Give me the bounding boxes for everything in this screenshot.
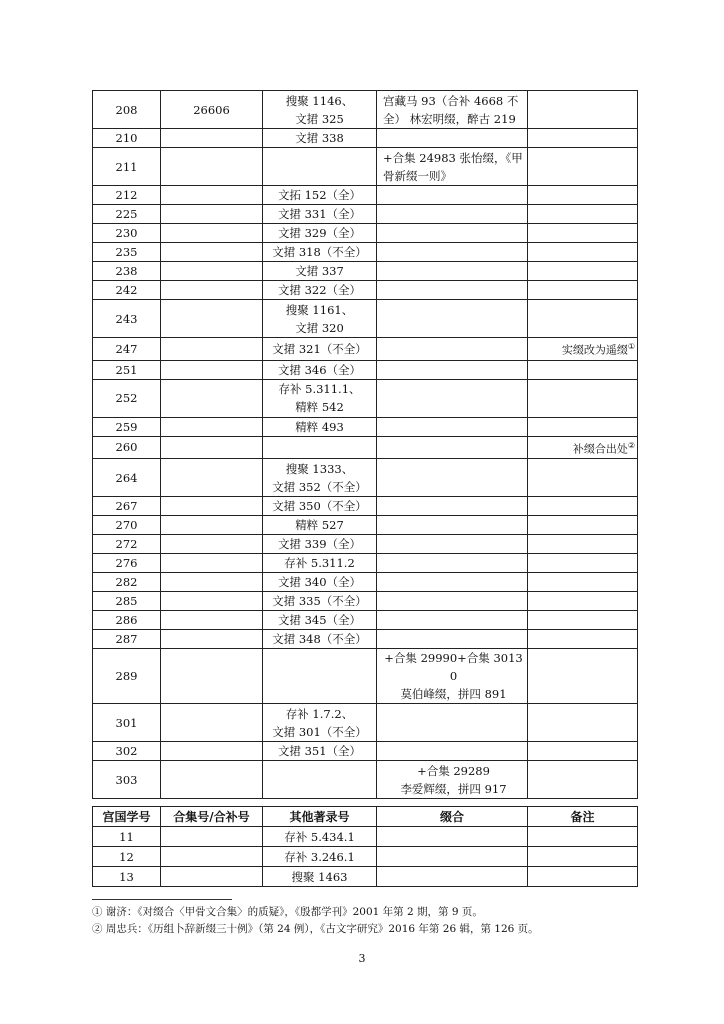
- cell-join: [377, 847, 528, 867]
- table-row: [93, 300, 638, 338]
- cell-heji-number: 26606: [161, 91, 263, 129]
- cell-heji-number: [161, 148, 263, 186]
- cell-other-records: [263, 91, 377, 129]
- cell-heji-number: [161, 243, 263, 262]
- cell-other-records: [263, 417, 377, 436]
- cell-join: [377, 148, 528, 186]
- cell-other-records: [263, 554, 377, 573]
- cell-palace-number: 259: [93, 417, 161, 436]
- note-text: 补缀合出处: [572, 442, 628, 456]
- record-line: 精粹 542: [295, 400, 344, 415]
- cell-join: [377, 867, 528, 887]
- cell-join: [377, 417, 528, 436]
- table-row: [93, 281, 638, 300]
- table-row: [93, 742, 638, 761]
- cell-heji-number: [161, 649, 263, 704]
- table-row: [93, 592, 638, 611]
- cell-join: [377, 243, 528, 262]
- table-row: [93, 704, 638, 742]
- footnote-marker: ①: [627, 342, 635, 351]
- cell-palace-number: 276: [93, 554, 161, 573]
- cell-note: [528, 704, 638, 742]
- cell-heji-number: [161, 360, 263, 379]
- cell-join: [377, 497, 528, 516]
- cell-other-records: [263, 205, 377, 224]
- cell-palace-number: 230: [93, 224, 161, 243]
- footnote-1: ① 谢济：《对缀合〈甲骨文合集〉的质疑》，《殷都学刊》2001 年第 2 期，第 9 页。: [92, 906, 483, 918]
- cell-note: [528, 827, 638, 847]
- table-row: [93, 91, 638, 129]
- cell-note: [528, 742, 638, 761]
- join-line: 全） 林宏明缀，醉古 219: [383, 111, 516, 126]
- cell-palace-number: 286: [93, 611, 161, 630]
- cell-join: [377, 186, 528, 205]
- cell-palace-number: 225: [93, 205, 161, 224]
- cell-palace-number: 282: [93, 573, 161, 592]
- record-line: 文捃 331（全）: [277, 207, 362, 221]
- cell-heji-number: [161, 704, 263, 742]
- record-line: 文捃 348（不全）: [272, 632, 367, 647]
- cell-join: [377, 338, 528, 361]
- cell-note: [528, 516, 638, 535]
- cell-palace-number: 238: [93, 262, 161, 281]
- record-line: 文捃 335（不全）: [272, 594, 367, 609]
- cell-other-records: [263, 516, 377, 535]
- cell-join: [377, 91, 528, 129]
- cell-other-records: [263, 761, 377, 799]
- join-line: 宫藏马 93（合补 4668 不: [383, 93, 519, 108]
- cell-palace-number: 303: [93, 761, 161, 799]
- cell-heji-number: [161, 516, 263, 535]
- cell-note: [528, 649, 638, 704]
- cell-other-records: 搜聚 1463: [263, 867, 377, 887]
- cell-heji-number: [161, 630, 263, 649]
- table-row: [93, 417, 638, 436]
- cell-join: [377, 611, 528, 630]
- catalog-table-second-body: [93, 827, 638, 887]
- cell-other-records: [263, 281, 377, 300]
- cell-palace-number: 267: [93, 497, 161, 516]
- record-line: 文捃 345（全）: [277, 613, 362, 628]
- record-line: 存补 5.311.1、: [278, 382, 361, 397]
- cell-other-records: [263, 459, 377, 497]
- cell-heji-number: [161, 459, 263, 497]
- table-row: [93, 338, 638, 361]
- cell-heji-number: [161, 573, 263, 592]
- cell-palace-number: 242: [93, 281, 161, 300]
- cell-heji-number: [161, 300, 263, 338]
- record-line: 文捃 340（全）: [277, 575, 362, 590]
- cell-heji-number: [161, 554, 263, 573]
- cell-join: [377, 205, 528, 224]
- cell-other-records: [263, 592, 377, 611]
- cell-heji-number: [161, 205, 263, 224]
- cell-other-records: [263, 360, 377, 379]
- cell-note: [528, 611, 638, 630]
- cell-note: [528, 91, 638, 129]
- cell-note: [528, 630, 638, 649]
- cell-other-records: [263, 379, 377, 417]
- cell-heji-number: [161, 262, 263, 281]
- cell-note: [528, 867, 638, 887]
- cell-note: [528, 205, 638, 224]
- cell-join: [377, 281, 528, 300]
- record-line: 存补 1.7.2、: [285, 706, 354, 721]
- cell-palace-number: 264: [93, 459, 161, 497]
- cell-other-records: [263, 224, 377, 243]
- record-line: 文捃 301（不全）: [272, 724, 367, 739]
- cell-other-records: [263, 436, 377, 459]
- cell-join: [377, 459, 528, 497]
- cell-heji-number: [161, 186, 263, 205]
- cell-other-records: [263, 262, 377, 281]
- table-row: [93, 379, 638, 417]
- cell-note: [528, 243, 638, 262]
- header-join: 缀合: [377, 807, 528, 827]
- cell-heji-number: [161, 224, 263, 243]
- record-line: 文捃 352（不全）: [272, 479, 367, 494]
- cell-join: [377, 224, 528, 243]
- record-line: 存补 5.311.2: [284, 556, 355, 571]
- cell-other-records: [263, 338, 377, 361]
- record-line: 搜聚 1333、: [285, 461, 354, 476]
- join-line: +合集 29990+合集 30130: [384, 651, 523, 684]
- footnote-2: ② 周忠兵：《历组卜辞新缀三十例》（第 24 例），《古文字研究》2016 年第 26 辑，第 126 页。: [92, 923, 539, 935]
- cell-other-records: [263, 186, 377, 205]
- cell-heji-number: [161, 417, 263, 436]
- cell-join: [377, 827, 528, 847]
- join-line: +合集 29289: [417, 763, 490, 778]
- cell-note: [528, 573, 638, 592]
- cell-other-records: [263, 742, 377, 761]
- record-line: 文捃 325: [295, 111, 344, 126]
- cell-other-records: 存补 5.434.1: [263, 827, 377, 847]
- table-row: [93, 436, 638, 459]
- cell-palace-number: 12: [93, 847, 161, 867]
- cell-note: [528, 129, 638, 148]
- table-row: [93, 205, 638, 224]
- record-line: 文捃 338: [295, 131, 344, 145]
- table-row: [93, 847, 638, 867]
- cell-note: [528, 148, 638, 186]
- table-row: [93, 186, 638, 205]
- table-row: [93, 224, 638, 243]
- cell-palace-number: 212: [93, 186, 161, 205]
- table-row: [93, 827, 638, 847]
- record-line: 文捃 346（全）: [277, 362, 362, 377]
- cell-palace-number: 272: [93, 535, 161, 554]
- cell-palace-number: 251: [93, 360, 161, 379]
- cell-heji-number: [161, 497, 263, 516]
- cell-other-records: [263, 535, 377, 554]
- cell-join: [377, 742, 528, 761]
- cell-palace-number: 285: [93, 592, 161, 611]
- cell-join: [377, 436, 528, 459]
- header-palace-number: 宫国学号: [93, 807, 161, 827]
- record-line: 搜聚 1161、: [285, 302, 354, 317]
- record-line: 文捃 350（不全）: [272, 499, 367, 514]
- table-row: [93, 459, 638, 497]
- cell-join: [377, 630, 528, 649]
- cell-note: [528, 417, 638, 436]
- cell-note: [528, 761, 638, 799]
- cell-other-records: [263, 148, 377, 186]
- table-row: [93, 535, 638, 554]
- cell-note: [528, 300, 638, 338]
- footnote-divider: [92, 899, 232, 900]
- cell-other-records: [263, 300, 377, 338]
- table-row: [93, 611, 638, 630]
- cell-heji-number: [161, 592, 263, 611]
- header-other-records: 其他著录号: [263, 807, 377, 827]
- cell-palace-number: 208: [93, 91, 161, 129]
- cell-other-records: [263, 704, 377, 742]
- cell-palace-number: 260: [93, 436, 161, 459]
- record-line: 文捃 322（全）: [277, 283, 362, 297]
- table-row: [93, 761, 638, 799]
- header-heji-number: 合集号/合补号: [161, 807, 263, 827]
- cell-join: [377, 554, 528, 573]
- table-row: [93, 516, 638, 535]
- cell-note: [528, 360, 638, 379]
- cell-join: [377, 649, 528, 704]
- cell-note: [528, 459, 638, 497]
- note-text: 实缀改为遥缀: [561, 343, 628, 357]
- join-line: 骨新缀一则》: [383, 168, 452, 183]
- cell-other-records: [263, 129, 377, 148]
- cell-palace-number: 270: [93, 516, 161, 535]
- header-note: 备注: [528, 807, 638, 827]
- cell-palace-number: 13: [93, 867, 161, 887]
- cell-note: [528, 338, 638, 361]
- record-line: 文捃 329（全）: [277, 226, 362, 240]
- cell-note: [528, 379, 638, 417]
- cell-heji-number: [161, 379, 263, 417]
- cell-heji-number: [161, 281, 263, 300]
- cell-note: [528, 281, 638, 300]
- cell-join: [377, 573, 528, 592]
- cell-palace-number: 11: [93, 827, 161, 847]
- cell-palace-number: 247: [93, 338, 161, 361]
- table-row: [93, 497, 638, 516]
- table-row: [93, 360, 638, 379]
- cell-note: [528, 554, 638, 573]
- cell-palace-number: 235: [93, 243, 161, 262]
- cell-other-records: [263, 611, 377, 630]
- cell-other-records: [263, 243, 377, 262]
- footnote-marker: ②: [627, 440, 635, 450]
- cell-palace-number: 302: [93, 742, 161, 761]
- cell-join: [377, 761, 528, 799]
- record-line: 文拓 152（全）: [277, 188, 362, 202]
- cell-other-records: [263, 649, 377, 704]
- record-line: 精粹 527: [295, 518, 344, 533]
- join-line: +合集 24983 张怡缀，《甲: [383, 150, 523, 165]
- table-row: [93, 262, 638, 281]
- catalog-table-main: [92, 90, 638, 799]
- cell-join: [377, 360, 528, 379]
- record-line: 文捃 351（全）: [277, 744, 362, 759]
- cell-palace-number: 210: [93, 129, 161, 148]
- cell-note: [528, 436, 638, 459]
- record-line: 文捃 320: [295, 320, 344, 335]
- footnotes: [92, 904, 539, 938]
- page-number: 3: [358, 952, 366, 965]
- table-row: [93, 129, 638, 148]
- cell-join: [377, 262, 528, 281]
- cell-palace-number: 287: [93, 630, 161, 649]
- table-row: [93, 867, 638, 887]
- table-row: [93, 243, 638, 262]
- table-row: [93, 148, 638, 186]
- join-line: 李爱辉缀，拼四 917: [400, 781, 507, 796]
- cell-other-records: 存补 3.246.1: [263, 847, 377, 867]
- cell-note: [528, 262, 638, 281]
- catalog-table-main-body: [93, 91, 638, 799]
- cell-heji-number: [161, 847, 263, 867]
- record-line: 搜聚 1146、: [285, 93, 354, 108]
- cell-heji-number: [161, 436, 263, 459]
- cell-note: [528, 535, 638, 554]
- cell-palace-number: 289: [93, 649, 161, 704]
- join-line: 莫伯峰缀，拼四 891: [400, 687, 507, 702]
- catalog-table-second: [92, 806, 638, 887]
- cell-palace-number: 211: [93, 148, 161, 186]
- table-row: [93, 554, 638, 573]
- cell-heji-number: [161, 338, 263, 361]
- cell-heji-number: [161, 535, 263, 554]
- cell-other-records: [263, 573, 377, 592]
- table-row: [93, 649, 638, 704]
- cell-join: [377, 704, 528, 742]
- cell-palace-number: 243: [93, 300, 161, 338]
- cell-join: [377, 516, 528, 535]
- record-line: 文捃 337: [295, 264, 344, 278]
- cell-join: [377, 300, 528, 338]
- record-line: 精粹 493: [295, 419, 344, 434]
- cell-note: [528, 186, 638, 205]
- cell-join: [377, 129, 528, 148]
- record-line: 文捃 321（不全）: [272, 341, 367, 356]
- header-row: [93, 807, 638, 827]
- cell-join: [377, 379, 528, 417]
- cell-heji-number: [161, 129, 263, 148]
- cell-other-records: [263, 497, 377, 516]
- cell-heji-number: [161, 761, 263, 799]
- cell-palace-number: 301: [93, 704, 161, 742]
- cell-palace-number: 252: [93, 379, 161, 417]
- cell-heji-number: [161, 742, 263, 761]
- cell-heji-number: [161, 867, 263, 887]
- table-row: [93, 573, 638, 592]
- cell-note: [528, 592, 638, 611]
- cell-heji-number: [161, 611, 263, 630]
- cell-note: [528, 497, 638, 516]
- cell-heji-number: [161, 827, 263, 847]
- cell-note: [528, 847, 638, 867]
- record-line: 文捃 318（不全）: [272, 245, 367, 259]
- record-line: 文捃 339（全）: [277, 537, 362, 552]
- cell-join: [377, 535, 528, 554]
- cell-join: [377, 592, 528, 611]
- table-row: [93, 630, 638, 649]
- cell-other-records: [263, 630, 377, 649]
- cell-note: [528, 224, 638, 243]
